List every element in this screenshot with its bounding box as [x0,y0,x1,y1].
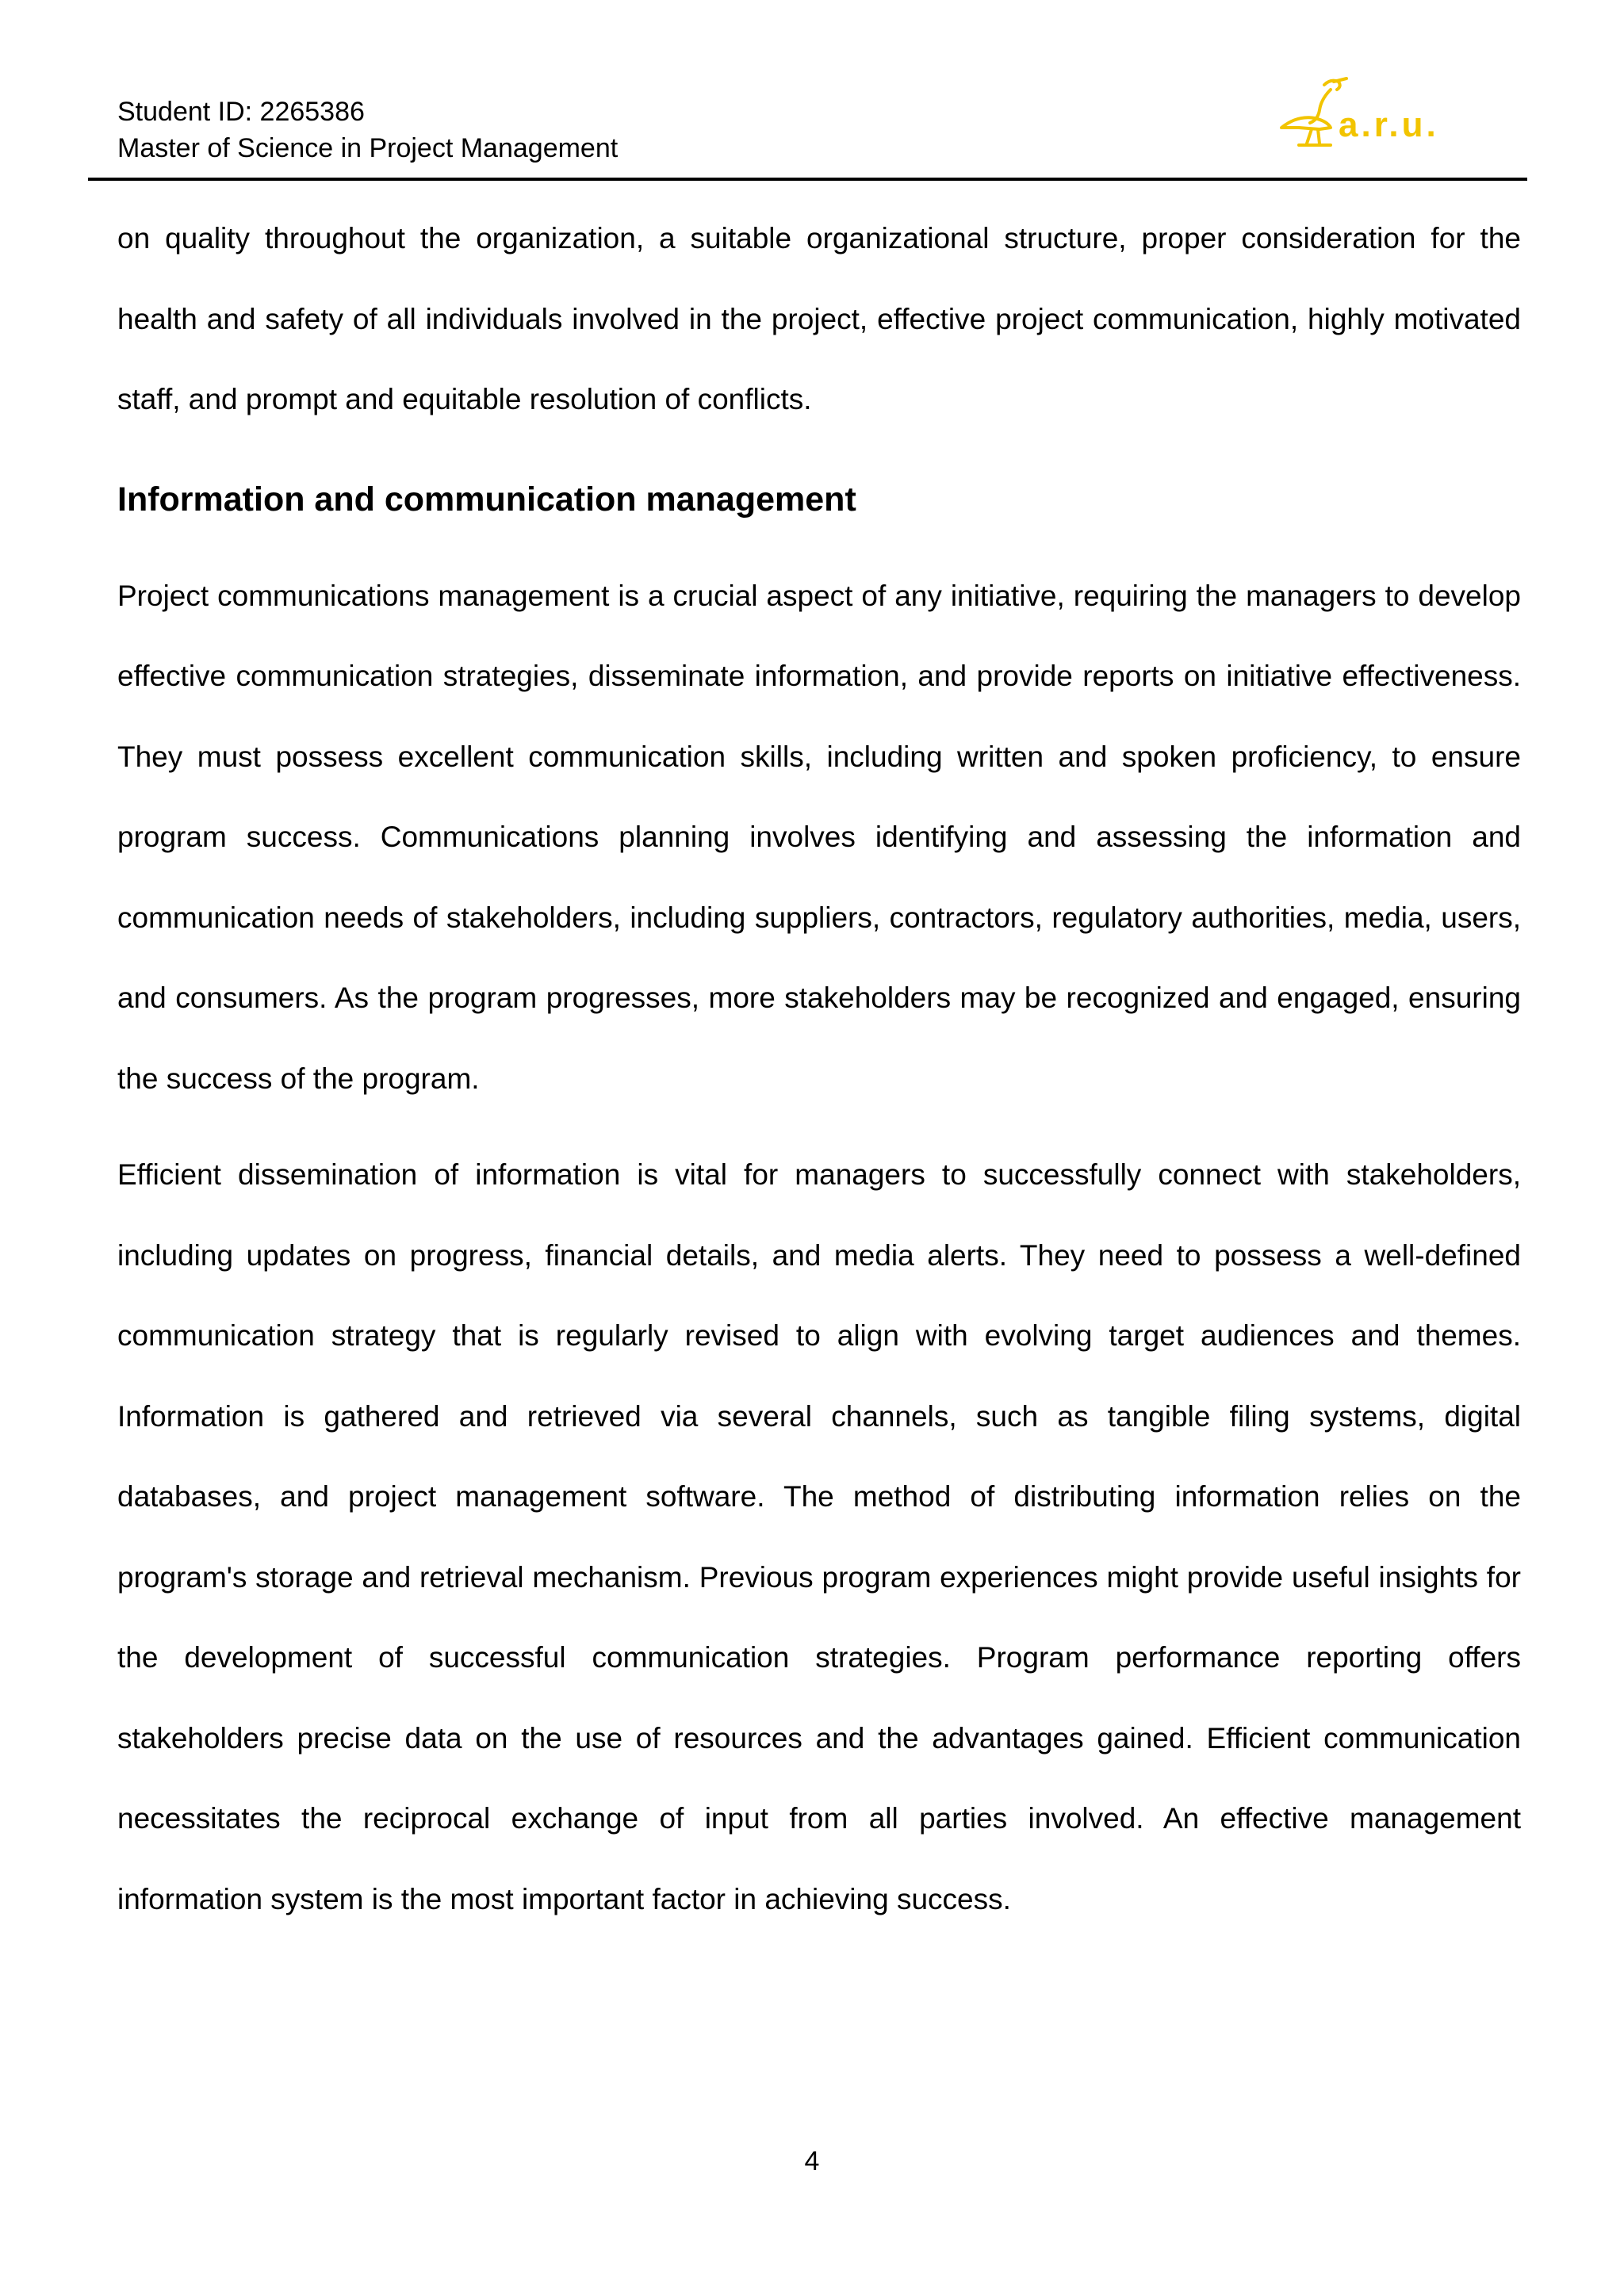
intro-paragraph: on quality throughout the organization, a suitable organizational structure, proper consideration for the health and safety of all individuals involved in the project, effective project communication, highly motivated staff, and prompt and equitable resolution of conflicts. [117,222,1521,415]
logo-text: a.r.u. [1339,105,1439,144]
university-logo [1275,75,1481,151]
body-paragraph-2: Efficient dissemination of information is vital for managers to successfully connect with stakeholders, including updates on progress, financial details, and media alerts. They need to possess a well-defined communication strategy that is regularly revised to align with evolving target audiences and themes. Information is gathered and retrieved via several channels, such as tangible filing systems, digital databases, and project management software. The method of distributing information relies on the program's storage and retrieval mechanism. Previous program experiences might provide useful insights for the development of successful communication strategies. Program performance reporting offers stakeholders precise data on the use of resources and the advantages gained. Efficient communication necessitates the reciprocal exchange of input from all parties involved. An effective management information system is the most important factor in achieving success. [117,1158,1521,1915]
main-content [117,198,1521,1939]
programme-title: Master of Science in Project Management [117,133,619,163]
header-divider [88,178,1527,181]
student-id: Student ID: 2265386 [117,97,365,127]
page-number: 4 [804,2146,820,2176]
section-heading: Information and communication management [117,480,856,519]
body-paragraph-1: Project communications management is a crucial aspect of any initiative, requiring the managers to develop effective communication strategies, disseminate information, and provide reports on initiative effectiveness. They must possess excellent communication skills, including written and spoken proficiency, to ensure program success. Communications planning involves identifying and assessing the information and communication needs of stakeholders, including suppliers, contractors, regulatory authorities, media, users, and consumers. As the program progresses, more stakeholders may be recognized and engaged, ensuring the success of the program. [117,579,1521,1095]
